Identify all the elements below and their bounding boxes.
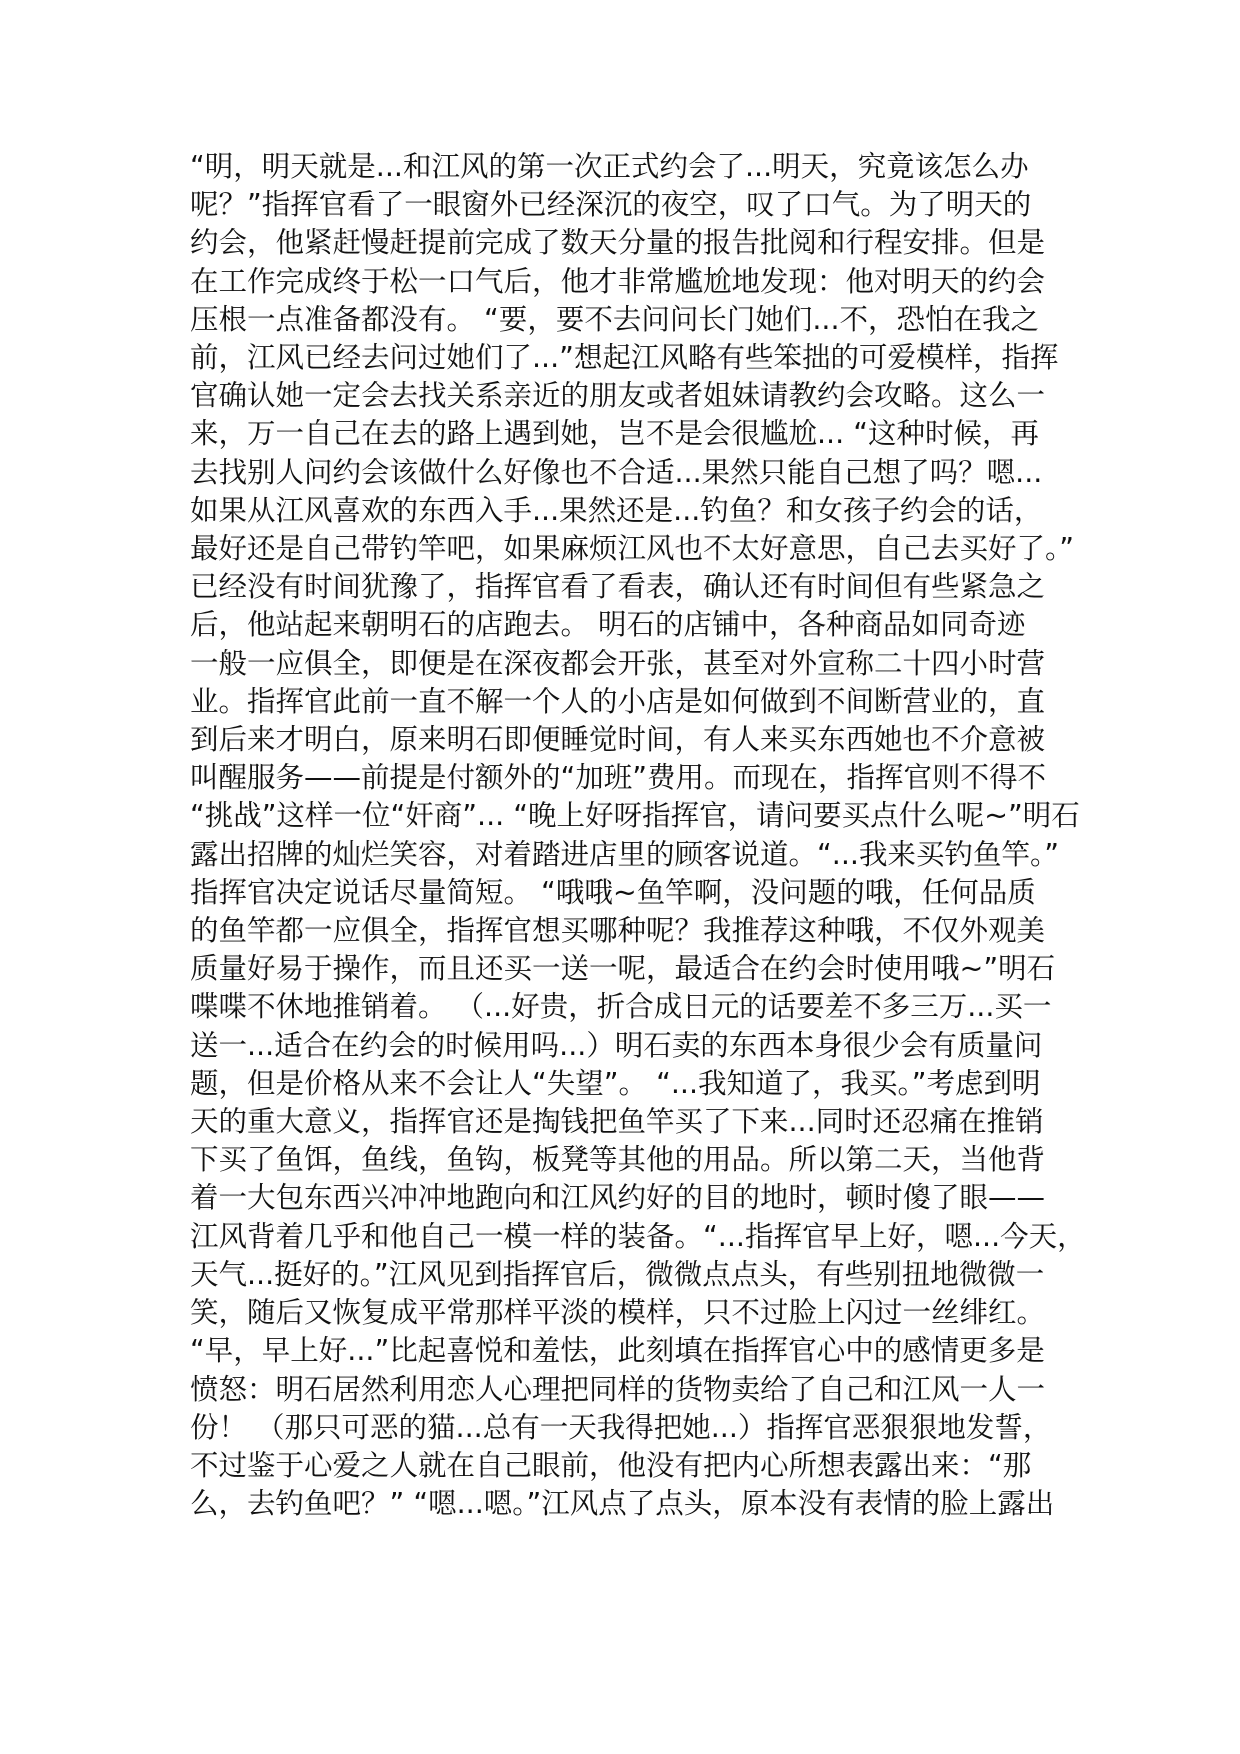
text-line: 笑，随后又恢复成平常那样平淡的模样，只不过脸上闪过一丝绯红。	[190, 1296, 1046, 1330]
text-line: 业。指挥官此前一直不解一个人的小店是如何做到不间断营业的，直	[190, 684, 1046, 718]
text-line: 天的重大意义，指挥官还是掏钱把鱼竿买了下来...同时还忍痛在推销	[190, 1105, 1044, 1139]
text-line: 么，去钓鱼吧？” “嗯...嗯。”江风点了点头，原本没有表情的脸上露出	[190, 1487, 1055, 1521]
text-line: 如果从江风喜欢的东西入手...果然还是...钓鱼？和女孩子约会的话，	[190, 493, 1043, 527]
text-line: 天气...挺好的。”江风见到指挥官后，微微点点头，有些别扭地微微一	[190, 1257, 1045, 1291]
text-line: 不过鉴于心爱之人就在自己眼前，他没有把内心所想表露出来：“那	[190, 1448, 1032, 1482]
text-line: 喋喋不休地推销着。 （...好贵，折合成日元的话要差不多三万...买一	[190, 990, 1052, 1024]
text-line: 已经没有时间犹豫了，指挥官看了看表，确认还有时间但有些紧急之	[190, 570, 1046, 604]
text-line: 题，但是价格从来不会让人“失望”。 “...我知道了，我买。”考虑到明	[190, 1066, 1041, 1100]
text-line: 一般一应俱全，即便是在深夜都会开张，甚至对外宣称二十四小时营	[190, 646, 1046, 680]
text-line: 官确认她一定会去找关系亲近的朋友或者姐妹请教约会攻略。这么一	[190, 379, 1046, 413]
text-line: 份！ （那只可恶的猫...总有一天我得把她...）指挥官恶狠狠地发誓，	[190, 1410, 1052, 1444]
text-line: “挑战”这样一位“奸商”... “晚上好呀指挥官，请问要买点什么呢~”明石	[190, 799, 1080, 833]
text-line: 来，万一自己在去的路上遇到她，岂不是会很尴尬... “这种时候，再	[190, 417, 1040, 451]
text-line: 质量好易于操作，而且还买一送一呢，最适合在约会时使用哦~”明石	[190, 952, 1056, 986]
text-line: 去找别人问约会该做什么好像也不合适...果然只能自己想了吗？嗯...	[190, 455, 1043, 489]
text-line: 前，江风已经去问过她们了...”想起江风略有些笨拙的可爱模样，指挥	[190, 341, 1059, 375]
text-line: “早，早上好...”比起喜悦和羞怯，此刻填在指挥官心中的感情更多是	[190, 1334, 1045, 1368]
body-text	[190, 148, 1086, 1523]
text-line: 指挥官决定说话尽量简短。 “哦哦~鱼竿啊，没问题的哦，任何品质	[190, 875, 1036, 909]
text-line: “明，明天就是...和江风的第一次正式约会了...明天，究竟该怎么办	[190, 150, 1029, 183]
text-line: 露出招牌的灿烂笑容，对着踏进店里的顾客说道。“...我来买钓鱼竿。”	[190, 837, 1059, 871]
text-line: 着一大包东西兴冲冲地跑向和江风约好的目的地时，顿时傻了眼——	[190, 1181, 1046, 1215]
text-line: 到后来才明白，原来明石即便睡觉时间，有人来买东西她也不介意被	[190, 723, 1046, 757]
text-line: 在工作完成终于松一口气后，他才非常尴尬地发现：他对明天的约会	[190, 264, 1046, 298]
text-line: 最好还是自己带钓竿吧，如果麻烦江风也不太好意思，自己去买好了。”	[190, 532, 1075, 566]
text-line: 送一...适合在约会的时候用吗...）明石卖的东西本身很少会有质量问	[190, 1028, 1043, 1062]
text-line: 的鱼竿都一应俱全，指挥官想买哪种呢？我推荐这种哦，不仅外观美	[190, 914, 1046, 948]
text-line: 叫醒服务——前提是付额外的“加班”费用。而现在，指挥官则不得不	[190, 761, 1047, 795]
text-line: 江风背着几乎和他自己一模一样的装备。“...指挥官早上好，嗯...今天，	[190, 1219, 1086, 1253]
text-line: 约会，他紧赶慢赶提前完成了数天分量的报告批阅和行程安排。但是	[190, 226, 1046, 260]
text-line: 呢？”指挥官看了一眼窗外已经深沉的夜空，叹了口气。为了明天的	[190, 188, 1032, 222]
text-line: 后，他站起来朝明石的店跑去。 明石的店铺中，各种商品如同奇迹	[190, 608, 1026, 642]
text-line: 下买了鱼饵，鱼线，鱼钩，板凳等其他的用品。所以第二天，当他背	[190, 1143, 1046, 1177]
text-line: 压根一点准备都没有。 “要，要不去问问长门她们...不，恐怕在我之	[190, 302, 1040, 336]
text-line: 愤怒：明石居然利用恋人心理把同样的货物卖给了自己和江风一人一	[190, 1372, 1046, 1406]
